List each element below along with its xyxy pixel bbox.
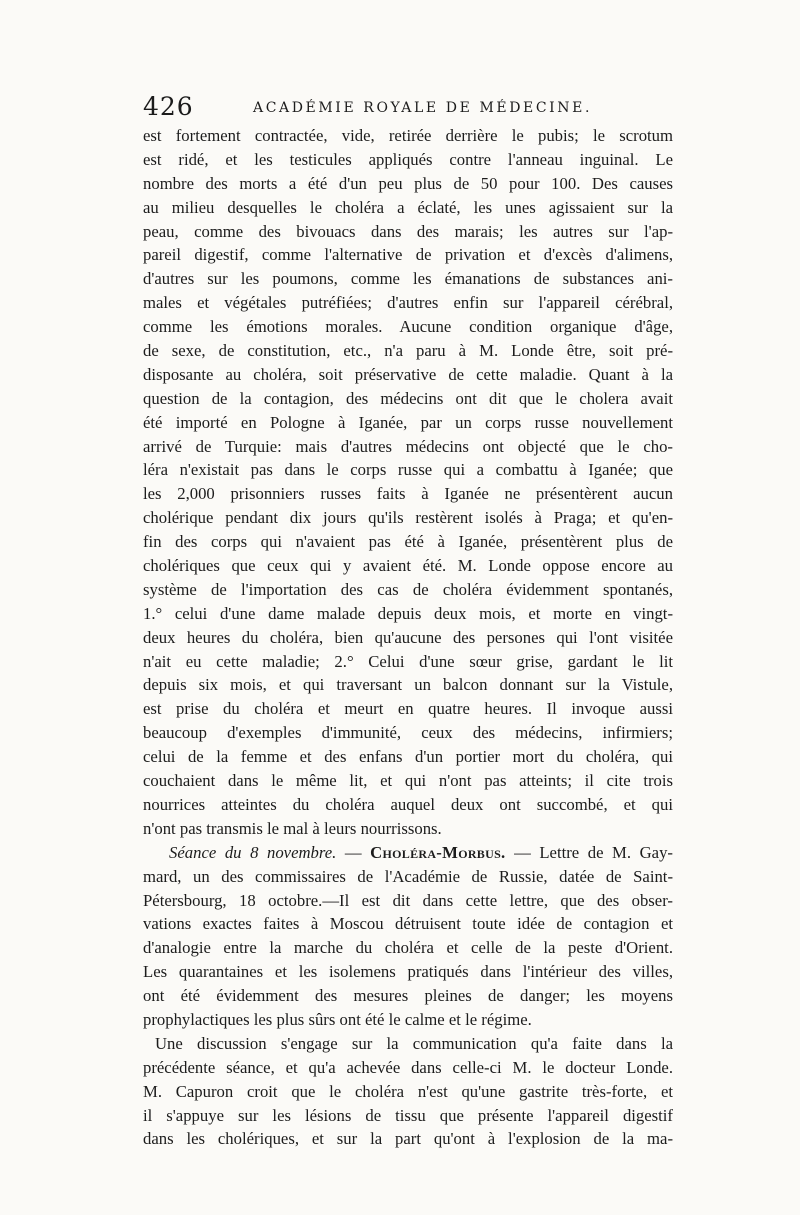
- text-line: beaucoup d'exemples d'immunité, ceux des médecins, infirmiers;: [143, 723, 673, 743]
- text-line: disposante au choléra, soit préservative de cette maladie. Quant à la: [143, 364, 673, 384]
- seance-subject: Choléra-Morbus.: [370, 842, 506, 862]
- seance-rest: — Lettre de M. Gay-: [505, 842, 673, 862]
- seance-heading-line: [143, 841, 673, 865]
- text-line: est ridé, et les testicules appliqués contre l'anneau inguinal. Le: [143, 149, 673, 169]
- text-line: prophylactiques les plus sûrs ont été le calme et le régime.: [143, 1009, 532, 1029]
- page-number: 426: [143, 92, 194, 121]
- text-line: peau, comme des bivouacs dans des marais; les autres sur l'ap-: [143, 221, 673, 241]
- text-line: Les quarantaines et les isolemens pratiqués dans l'intérieur des villes,: [143, 962, 673, 982]
- text-line: est fortement contractée, vide, retirée derrière le pubis; le scrotum: [143, 126, 673, 145]
- text-line: celui de la femme et des enfans d'un portier mort du choléra, qui: [143, 747, 673, 767]
- page-body: [143, 124, 673, 1151]
- text-line: au milieu desquelles le choléra a éclaté, les unes agissaient sur la: [143, 197, 673, 217]
- page-header: [143, 92, 673, 122]
- text-line: pareil digestif, comme l'alternative de privation et d'excès d'alimens,: [143, 245, 673, 265]
- text-line: vations exactes faites à Moscou détruisent toute idée de contagion et: [143, 914, 673, 934]
- text-line: d'analogie entre la marche du choléra et celle de la peste d'Orient.: [143, 938, 673, 958]
- seance-dash: —: [336, 842, 371, 862]
- text-line: les 2,000 prisonniers russes faits à Iganée ne présentèrent aucun: [143, 484, 673, 504]
- text-line: système de l'importation des cas de choléra évidemment spontanés,: [143, 579, 673, 599]
- text-line: comme les émotions morales. Aucune condition organique d'âge,: [143, 317, 673, 337]
- text-line: fin des corps qui n'avaient pas été à Iganée, présentèrent plus de: [143, 532, 673, 552]
- text-line: arrivé de Turquie: mais d'autres médecins ont objecté que le cho-: [143, 436, 673, 456]
- text-line: Une discussion s'engage sur la communication qu'a faite dans la: [155, 1033, 673, 1053]
- text-line: nombre des morts a été d'un peu plus de 50 pour 100. Des causes: [143, 173, 673, 193]
- text-line: question de la contagion, des médecins ont dit que le cholera avait: [143, 388, 673, 408]
- text-line: cholérique pendant dix jours qu'ils restèrent isolés à Praga; et qu'en-: [143, 508, 673, 528]
- seance-date: Séance du 8 novembre.: [169, 842, 337, 862]
- running-title: ACADÉMIE ROYALE DE MÉDECINE.: [253, 100, 593, 116]
- text-line: deux heures du choléra, bien qu'aucune des persones qui l'ont visitée: [143, 627, 673, 647]
- text-line: d'autres sur les poumons, comme les émanations de substances ani-: [143, 269, 673, 289]
- text-line: il s'appuye sur les lésions de tissu que présente l'appareil digestif: [143, 1105, 673, 1125]
- text-line: nourrices atteintes du choléra auquel deux ont succombé, et qui: [143, 794, 673, 814]
- text-line: Pétersbourg, 18 octobre.—Il est dit dans cette lettre, que des obser-: [143, 890, 673, 910]
- text-line: précédente séance, et qu'a achevée dans celle-ci M. le docteur Londe.: [143, 1057, 673, 1077]
- text-line: n'ont pas transmis le mal à leurs nourrissons.: [143, 818, 442, 838]
- text-line: cholériques que ceux qui y avaient été. M. Londe oppose encore au: [143, 556, 673, 576]
- text-line: ont été évidemment des mesures pleines de danger; les moyens: [143, 986, 673, 1006]
- text-line: males et végétales putréfiées; d'autres enfin sur l'appareil cérébral,: [143, 293, 673, 313]
- text-line: est prise du choléra et meurt en quatre heures. Il invoque aussi: [143, 699, 673, 719]
- text-line: été importé en Pologne à Iganée, par un corps russe nouvellement: [143, 412, 673, 432]
- text-line: dans les cholériques, et sur la part qu'ont à l'explosion de la ma-: [143, 1129, 673, 1149]
- text-line: mard, un des commissaires de l'Académie de Russie, datée de Saint-: [143, 866, 673, 886]
- text-line: M. Capuron croit que le choléra n'est qu'une gastrite très-forte, et: [143, 1081, 673, 1101]
- text-line: couchaient dans le même lit, et qui n'ont pas atteints; il cite trois: [143, 771, 673, 791]
- text-line: de sexe, de constitution, etc., n'a paru à M. Londe être, soit pré-: [143, 341, 673, 361]
- text-line: depuis six mois, et qui traversant un balcon donnant sur la Vistule,: [143, 675, 673, 695]
- text-line: léra n'existait pas dans le corps russe qui a combattu à Iganée; que: [143, 460, 673, 480]
- text-line: n'ait eu cette maladie; 2.° Celui d'une sœur grise, gardant le lit: [143, 651, 673, 671]
- text-line: 1.° celui d'une dame malade depuis deux mois, et morte en vingt-: [143, 603, 673, 623]
